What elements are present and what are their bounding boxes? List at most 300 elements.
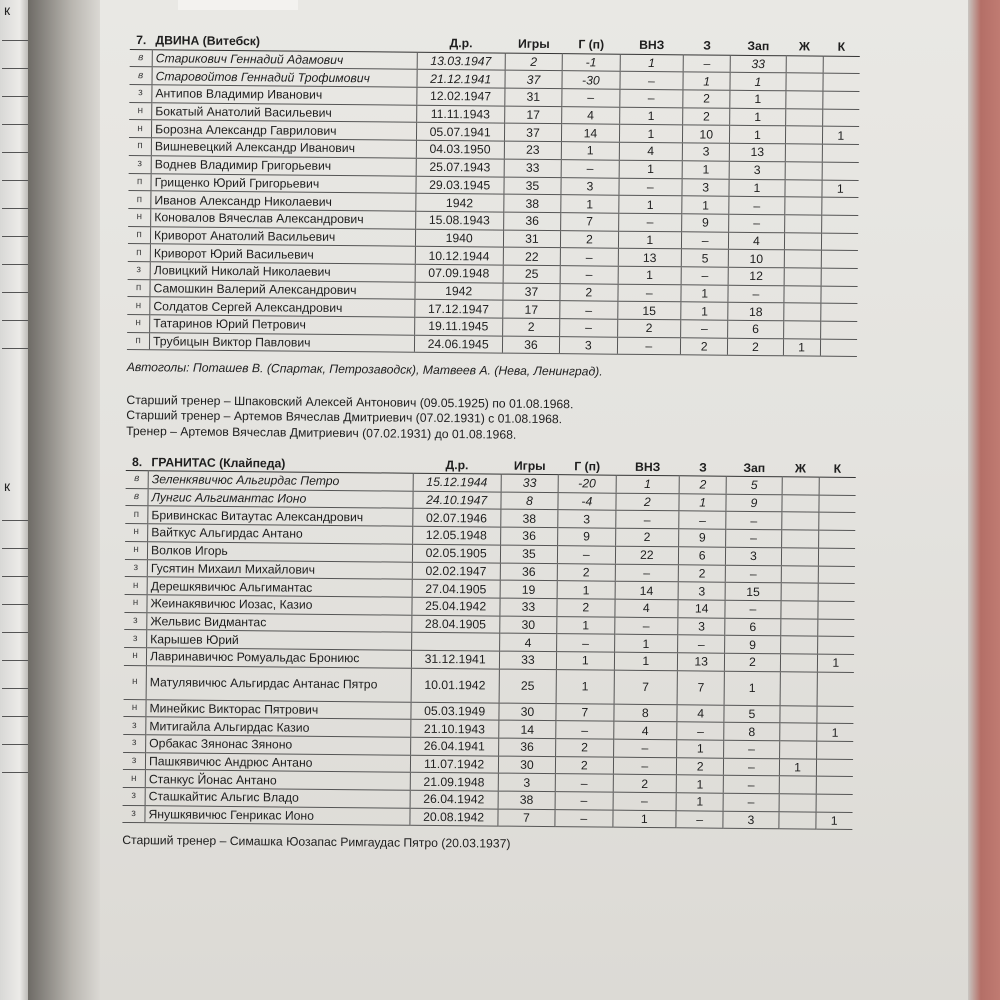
cell-z: 3 <box>682 143 729 161</box>
cell-goals: – <box>560 248 618 266</box>
cell-k <box>816 706 853 724</box>
cell-zh <box>780 636 817 654</box>
cell-dob: 02.07.1946 <box>412 509 500 528</box>
cell-name: Антипов Владимир Иванович <box>152 85 417 105</box>
cell-pos: в <box>130 49 153 67</box>
coach-line: Старший тренер – Шпаковский Алексей Антонович (09.05.1925) по 01.08.1968. <box>126 392 574 412</box>
cell-k <box>822 162 859 180</box>
cell-vnz: 22 <box>615 546 679 564</box>
cell-k <box>817 636 854 654</box>
cell-goals: 1 <box>557 581 615 599</box>
cell-dob: 17.12.1947 <box>414 300 502 319</box>
cell-zap: 3 <box>726 547 782 565</box>
cell-goals: – <box>555 774 613 792</box>
cell-zap: 1 <box>724 671 780 706</box>
cell-name: Грищенко Юрий Григорьевич <box>151 173 416 193</box>
cell-k <box>820 321 857 339</box>
col-z: З <box>683 37 730 55</box>
cell-vnz: 1 <box>618 195 682 213</box>
cell-pos: н <box>129 120 152 138</box>
cell-zh <box>786 73 823 91</box>
cell-k: 1 <box>821 180 858 198</box>
cell-name: Криворот Юрий Васильевич <box>150 244 415 264</box>
cell-dob: 05.07.1941 <box>416 123 504 142</box>
cell-zh <box>785 144 822 162</box>
cell-vnz: 1 <box>614 634 678 652</box>
cell-z: 1 <box>677 740 724 758</box>
cell-vnz: 1 <box>620 54 684 72</box>
cell-zh <box>780 654 817 672</box>
cell-vnz: 1 <box>619 160 683 178</box>
cell-zap: 12 <box>728 267 784 285</box>
cell-zap: – <box>726 529 782 547</box>
cell-dob: 10.12.1944 <box>415 246 503 265</box>
cell-pos: п <box>128 173 151 191</box>
cell-zap: 5 <box>724 705 780 723</box>
cell-games: 37 <box>503 283 561 301</box>
cell-zh <box>785 91 822 109</box>
cell-games: 36 <box>500 563 558 581</box>
cell-goals: 9 <box>558 528 616 546</box>
cell-pos: п <box>128 191 151 209</box>
cell-k <box>818 548 855 566</box>
col-zh: Ж <box>782 460 819 478</box>
team-roster-table <box>127 32 860 357</box>
cell-goals: -1 <box>562 53 620 71</box>
cell-z: 1 <box>676 793 723 811</box>
cell-games: 17 <box>503 300 561 318</box>
cell-z: 2 <box>679 476 726 494</box>
cell-goals: – <box>561 159 619 177</box>
cell-zap: 5 <box>726 476 782 494</box>
cell-games: 22 <box>503 247 561 265</box>
cell-name: Вайткус Альгирдас Антано <box>148 524 413 544</box>
cell-goals: 7 <box>556 703 614 721</box>
cell-dob: 11.07.1942 <box>410 755 498 774</box>
cell-k <box>818 513 855 531</box>
cell-name: Старовойтов Геннадий Трофимович <box>152 67 417 87</box>
cell-name: Сташкайтис Альгис Владо <box>145 788 410 808</box>
cell-goals: 2 <box>557 563 615 581</box>
cell-zh: 1 <box>779 758 816 776</box>
cell-games: 37 <box>505 70 563 88</box>
cell-z: 1 <box>681 284 728 302</box>
cell-pos: н <box>124 647 147 665</box>
cell-k <box>816 741 853 759</box>
cell-z: 13 <box>678 653 725 671</box>
cell-zap: 4 <box>729 232 785 250</box>
cell-goals: – <box>557 634 615 652</box>
cell-z: 2 <box>683 90 730 108</box>
col-games: Игры <box>501 457 559 475</box>
cell-pos: н <box>125 541 148 559</box>
cell-name: Жеинакявичюс Иозас, Казио <box>147 595 412 615</box>
cell-dob: 21.12.1941 <box>417 70 505 89</box>
cell-k <box>817 601 854 619</box>
cell-games: 36 <box>498 738 556 756</box>
cell-vnz: 15 <box>617 302 681 320</box>
cell-games: 2 <box>505 53 563 71</box>
cell-zap: – <box>723 793 779 811</box>
cell-dob: 25.07.1943 <box>416 158 504 177</box>
cell-zap: – <box>729 214 785 232</box>
cell-z: – <box>683 55 730 73</box>
cell-zap: – <box>723 776 779 794</box>
cell-k <box>822 91 859 109</box>
cell-z: 2 <box>678 564 725 582</box>
cell-name <box>146 665 411 702</box>
cell-pos: п <box>128 226 151 244</box>
cell-goals: 1 <box>556 669 614 704</box>
cell-k <box>821 268 858 286</box>
cell-k: 1 <box>815 812 852 830</box>
col-vnz: ВНЗ <box>620 37 684 55</box>
cell-k: 1 <box>822 127 859 145</box>
cell-zap: 13 <box>730 143 786 161</box>
cell-zh <box>782 495 819 513</box>
cell-vnz: 14 <box>615 581 679 599</box>
cell-dob: 20.08.1942 <box>409 808 497 827</box>
cell-games: 36 <box>500 527 558 545</box>
cell-name: Татаринов Юрий Петрович <box>150 315 415 335</box>
cell-name: Зеленкявичюс Альгирдас Петро <box>148 471 413 491</box>
cell-zh <box>781 530 818 548</box>
cell-vnz: 7 <box>614 670 678 705</box>
cell-name: Иванов Александр Николаевич <box>151 191 416 211</box>
cell-vnz: 2 <box>615 528 679 546</box>
col-zh: Ж <box>786 38 823 56</box>
cell-pos: в <box>126 471 149 489</box>
cell-name: Жельвис Видмантас <box>147 612 412 632</box>
cell-z: 3 <box>682 178 729 196</box>
cell-vnz: 4 <box>614 599 678 617</box>
cell-z: 1 <box>681 302 728 320</box>
cell-goals: – <box>555 809 613 827</box>
cell-z: 9 <box>682 214 729 232</box>
cell-dob: 31.12.1941 <box>411 650 499 669</box>
cell-z: – <box>681 320 728 338</box>
col-goals: Г (п) <box>562 36 620 54</box>
cell-pos: з <box>123 788 146 806</box>
cell-name: Дерешкявичюс Альгимантас <box>147 577 412 597</box>
cell-games: 38 <box>504 194 562 212</box>
coach-line: Тренер – Артемов Вячеслав Дмитриевич (07.02.1931) до 01.08.1968. <box>126 423 517 442</box>
left-page-edge <box>0 0 28 1000</box>
cell-z: 1 <box>676 775 723 793</box>
cell-k <box>820 339 857 357</box>
cell-pos: н <box>125 577 148 595</box>
cell-zap: – <box>724 758 780 776</box>
cell-zap: 9 <box>726 494 782 512</box>
cell-pos: п <box>127 279 150 297</box>
coach-line: Старший тренер – Артемов Вячеслав Дмитриевич (07.02.1931) с 01.08.1968. <box>126 408 563 427</box>
cell-z: 14 <box>678 600 725 618</box>
team-number: 8. <box>126 453 149 470</box>
cell-zh <box>779 812 816 830</box>
cell-name: Гусятин Михаил Михайлович <box>147 559 412 579</box>
cell-z: 2 <box>683 108 730 126</box>
cell-zap: – <box>728 285 784 303</box>
cell-goals: 1 <box>557 616 615 634</box>
cell-goals: 3 <box>558 510 616 528</box>
cell-pos: н <box>124 594 147 612</box>
cell-games: 19 <box>500 580 558 598</box>
col-zap: Зап <box>731 38 787 56</box>
cell-goals: -4 <box>558 492 616 510</box>
cell-name: Карышев Юрий <box>147 630 412 650</box>
cell-goals: 14 <box>562 124 620 142</box>
cell-k <box>818 530 855 548</box>
cell-goals: – <box>560 301 618 319</box>
cell-games: 25 <box>499 669 557 704</box>
cell-zap: 10 <box>729 250 785 268</box>
cell-vnz: – <box>614 617 678 635</box>
cell-games: 36 <box>503 212 561 230</box>
cell-k <box>818 495 855 513</box>
cell-zh <box>779 794 816 812</box>
cell-k <box>818 566 855 584</box>
cell-z: – <box>677 722 724 740</box>
paper-strip <box>178 0 298 10</box>
cell-name: Солдатов Сергей Александрович <box>150 297 415 317</box>
left-page-glyph: к <box>4 478 11 494</box>
cell-zap: 1 <box>730 73 786 91</box>
cell-z: 1 <box>679 494 726 512</box>
cell-dob: 10.01.1942 <box>411 668 499 703</box>
cell-pos: в <box>125 488 148 506</box>
cell-zap: – <box>724 740 780 758</box>
cell-goals: – <box>558 545 616 563</box>
cell-goals: 2 <box>561 230 619 248</box>
cell-zap: – <box>729 196 785 214</box>
cell-goals: 2 <box>560 283 618 301</box>
coach-line: Старший тренер – Симашка Юозапас Римгаудас Пятро (20.03.1937) <box>122 833 511 852</box>
cell-name: Волков Игорь <box>147 542 412 562</box>
cell-games: 25 <box>503 265 561 283</box>
cell-zap: 2 <box>728 338 784 356</box>
cell-vnz: 8 <box>613 704 677 722</box>
cell-dob: 26.04.1941 <box>410 737 498 756</box>
cell-games: 14 <box>498 720 556 738</box>
col-k: К <box>819 460 856 478</box>
cell-z: – <box>678 635 725 653</box>
cell-name: Трубицын Виктор Павлович <box>149 332 414 352</box>
cell-goals: 2 <box>556 756 614 774</box>
cell-goals: 2 <box>556 739 614 757</box>
cell-vnz: – <box>618 213 682 231</box>
cell-name: Старикович Геннадий Адамович <box>152 49 417 69</box>
cell-vnz: 13 <box>618 248 682 266</box>
cell-zap: 6 <box>728 320 784 338</box>
cell-dob: 27.04.1905 <box>412 579 500 598</box>
cell-zh <box>779 741 816 759</box>
cell-vnz: 1 <box>619 107 683 125</box>
cell-dob: 12.05.1948 <box>412 526 500 545</box>
cell-zap: 1 <box>729 179 785 197</box>
cell-zh <box>782 477 819 495</box>
cell-games: 23 <box>504 141 562 159</box>
cell-games: 8 <box>501 492 559 510</box>
cell-z: 10 <box>683 125 730 143</box>
cell-z: 2 <box>681 337 728 355</box>
cell-zap: 15 <box>725 582 781 600</box>
cell-dob: 02.02.1947 <box>412 562 500 581</box>
cell-name: Митигайла Альгирдас Казио <box>146 717 411 737</box>
cell-dob: 13.03.1947 <box>417 52 505 71</box>
cell-k <box>821 215 858 233</box>
cell-goals: – <box>560 266 618 284</box>
cell-games: 33 <box>499 651 557 669</box>
cell-dob: 15.12.1944 <box>413 473 501 492</box>
cell-goals: 3 <box>561 177 619 195</box>
col-games: Игры <box>505 36 563 54</box>
cell-dob: 1940 <box>415 229 503 248</box>
cell-dob: 29.03.1945 <box>416 176 504 195</box>
cell-games: 37 <box>504 124 562 142</box>
cell-zap: 1 <box>730 90 786 108</box>
cell-k: 1 <box>817 654 854 672</box>
cell-dob: 26.04.1942 <box>410 790 498 809</box>
page-edge <box>968 0 1000 1000</box>
cell-goals: 7 <box>561 213 619 231</box>
cell-games: 2 <box>502 318 560 336</box>
cell-pos: п <box>127 332 150 350</box>
col-z: З <box>679 459 726 477</box>
cell-zh <box>781 565 818 583</box>
cell-games: 31 <box>503 230 561 248</box>
cell-name: Борозна Александр Гаврилович <box>152 120 417 140</box>
cell-pos: з <box>129 155 152 173</box>
cell-goals: 4 <box>562 106 620 124</box>
cell-vnz: – <box>615 564 679 582</box>
cell-zap: 8 <box>724 723 780 741</box>
cell-games: 38 <box>500 510 558 528</box>
cell-name: Станкус Йонас Антано <box>145 770 410 790</box>
team-title: ГРАНИТАС (Клайпеда) <box>148 454 413 474</box>
cell-pos: н <box>124 665 147 699</box>
cell-name: Самошкин Валерий Александрович <box>150 279 415 299</box>
player-name: Матулявичюс Альгирдас Антанас Пятро <box>149 675 378 692</box>
cell-games: 36 <box>502 336 560 354</box>
cell-k: 1 <box>816 723 853 741</box>
cell-dob: 12.02.1947 <box>416 87 504 106</box>
cell-zap: 18 <box>728 303 784 321</box>
cell-k <box>819 477 856 495</box>
cell-zh <box>779 776 816 794</box>
col-zap: Зап <box>727 459 783 477</box>
cell-games: 30 <box>499 703 557 721</box>
cell-k <box>817 619 854 637</box>
cell-dob: 19.11.1945 <box>414 317 502 336</box>
cell-z: 1 <box>682 161 729 179</box>
book-gutter <box>28 0 108 1000</box>
cell-pos: з <box>124 630 147 648</box>
cell-pos: з <box>123 752 146 770</box>
cell-dob: 24.10.1947 <box>412 491 500 510</box>
cell-dob: 21.10.1943 <box>410 720 498 739</box>
cell-zh <box>783 303 820 321</box>
cell-games: 35 <box>500 545 558 563</box>
cell-name: Бокатый Анатолий Васильевич <box>152 102 417 122</box>
cell-z: 4 <box>677 704 724 722</box>
cell-zh <box>784 215 821 233</box>
cell-zh <box>784 285 821 303</box>
cell-zap: 2 <box>725 653 781 671</box>
col-vnz: ВНЗ <box>616 458 680 476</box>
cell-zh <box>780 705 817 723</box>
cell-vnz: – <box>613 739 677 757</box>
cell-goals: -30 <box>562 71 620 89</box>
cell-z: 1 <box>683 72 730 90</box>
cell-dob: 24.06.1945 <box>414 335 502 354</box>
cell-dob: 21.09.1948 <box>410 773 498 792</box>
left-page-glyph: к <box>4 2 11 18</box>
cell-zh: 1 <box>783 338 820 356</box>
cell-vnz: 1 <box>612 810 676 828</box>
cell-k <box>821 233 858 251</box>
team-number: 7. <box>130 32 153 49</box>
cell-dob <box>411 632 499 651</box>
cell-vnz: 1 <box>618 266 682 284</box>
cell-z: 3 <box>678 582 725 600</box>
cell-zap: – <box>726 565 782 583</box>
cell-z: 5 <box>681 249 728 267</box>
cell-zh <box>785 109 822 127</box>
cell-pos: з <box>129 85 152 103</box>
cell-vnz: – <box>619 89 683 107</box>
cell-k <box>822 144 859 162</box>
cell-z: – <box>676 811 723 829</box>
cell-name: Пашкявичюс Андрюс Антано <box>145 752 410 772</box>
cell-pos: п <box>129 138 152 156</box>
cell-dob: 07.09.1948 <box>415 264 503 283</box>
cell-vnz: 1 <box>616 475 680 493</box>
cell-name: Ловицкий Николай Николаевич <box>150 262 415 282</box>
cell-games: 31 <box>505 88 563 106</box>
col-dob: Д.р. <box>417 35 505 53</box>
cell-vnz: – <box>613 792 677 810</box>
cell-vnz: 4 <box>613 721 677 739</box>
cell-k <box>817 672 854 706</box>
cell-pos: з <box>123 734 146 752</box>
cell-vnz: 1 <box>618 231 682 249</box>
autogoals-note: Автоголы: Поташев В. (Спартак, Петрозаводск), Матвеев А. (Нева, Ленинград). <box>126 360 603 379</box>
cell-goals: – <box>562 89 620 107</box>
cell-zh <box>781 512 818 530</box>
cell-k <box>818 583 855 601</box>
cell-games: 33 <box>504 159 562 177</box>
cell-name: Воднев Владимир Григорьевич <box>151 156 416 176</box>
cell-zh <box>784 268 821 286</box>
cell-z: 2 <box>677 757 724 775</box>
cell-dob: 25.04.1942 <box>411 597 499 616</box>
cell-zh <box>785 126 822 144</box>
cell-pos: н <box>127 314 150 332</box>
team-title: ДВИНА (Витебск) <box>152 32 417 52</box>
cell-pos: з <box>125 559 148 577</box>
cell-k <box>816 776 853 794</box>
cell-zh <box>783 321 820 339</box>
cell-goals: 2 <box>557 599 615 617</box>
cell-vnz: 1 <box>619 125 683 143</box>
cell-dob: 11.11.1943 <box>416 105 504 124</box>
cell-zap: 6 <box>725 618 781 636</box>
cell-games: 7 <box>498 809 556 827</box>
cell-goals: 1 <box>561 195 619 213</box>
cell-pos: н <box>123 770 146 788</box>
cell-z: 6 <box>679 547 726 565</box>
cell-pos: н <box>129 102 152 120</box>
